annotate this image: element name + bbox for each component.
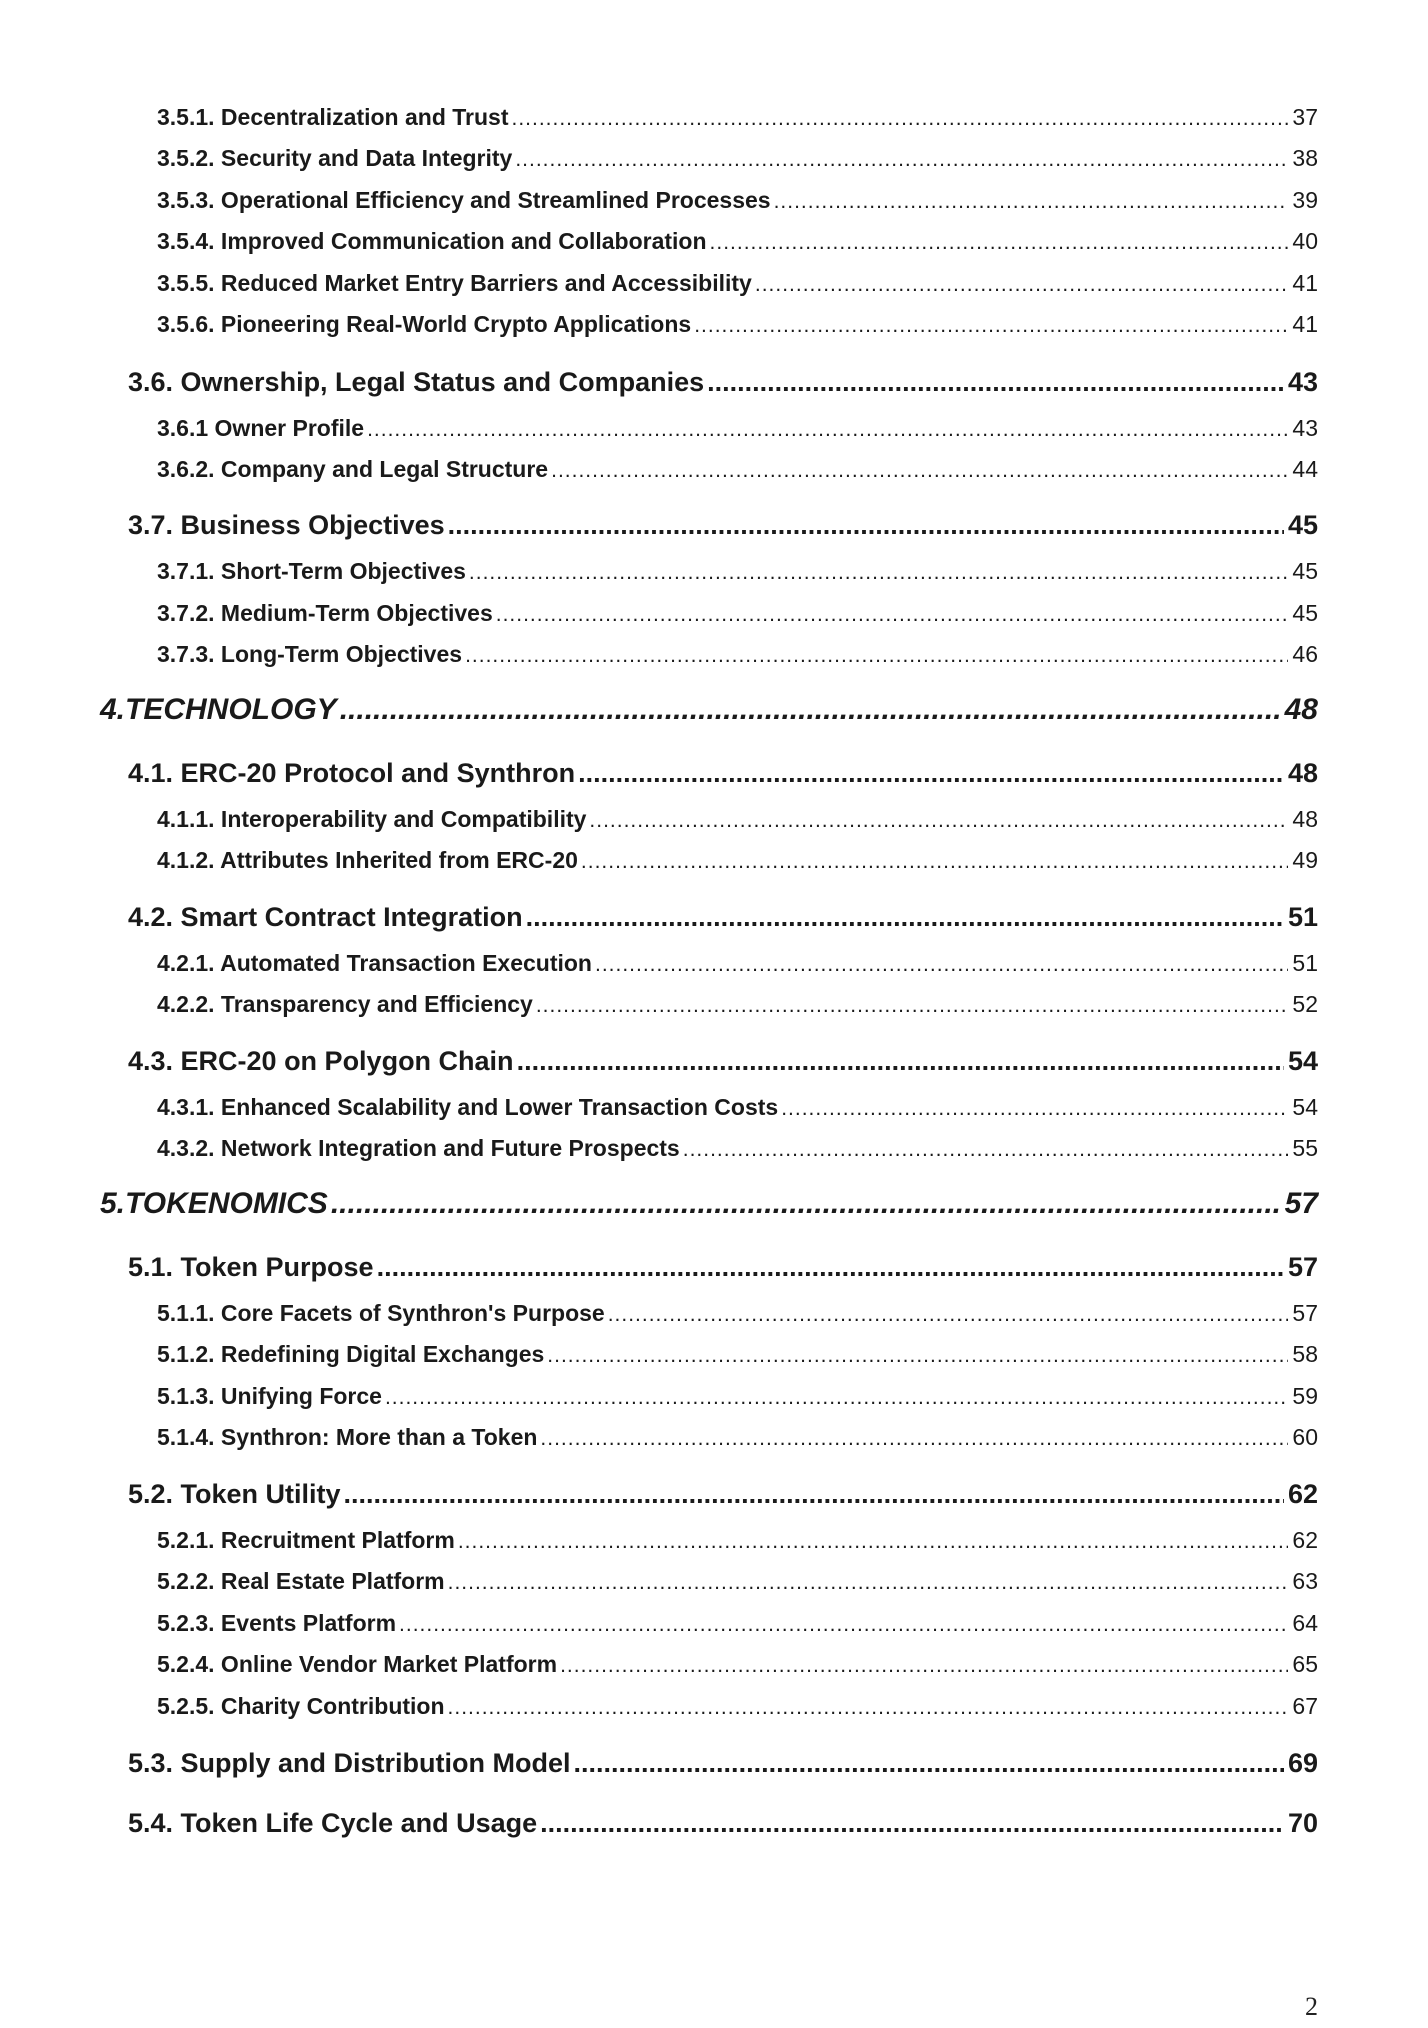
dot-leader (710, 231, 1289, 255)
toc-entry-5[interactable] (100, 1187, 1318, 1221)
toc-entry-5-2-5[interactable] (157, 1693, 1318, 1720)
toc-entry-4-3-2[interactable] (157, 1135, 1318, 1162)
dot-leader (589, 809, 1288, 833)
toc-entry-page: 62 (1287, 1479, 1318, 1509)
toc-entry-label: 4.1. ERC-20 Protocol and Synthron (128, 758, 576, 788)
dot-leader (469, 561, 1289, 585)
toc-entry-label: 5.2.4. Online Vendor Market Platform (157, 1651, 558, 1677)
toc-entry-5-2-3[interactable] (157, 1610, 1318, 1637)
toc-entry-page: 57 (1284, 1187, 1318, 1220)
dot-leader (512, 107, 1289, 131)
toc-entry-page: 69 (1287, 1748, 1318, 1778)
toc-entry-3-7[interactable] (128, 510, 1318, 541)
toc-entry-label: 3.6.2. Company and Legal Structure (157, 456, 549, 482)
toc-entry-label: 5.1.3. Unifying Force (157, 1383, 382, 1409)
toc-entry-label: 5.TOKENOMICS (100, 1187, 328, 1220)
toc-entry-page: 48 (1292, 806, 1318, 832)
dot-leader (781, 1097, 1288, 1121)
toc-entry-page: 41 (1292, 311, 1318, 337)
toc-entry-page: 64 (1292, 1610, 1318, 1636)
toc-entry-page: 54 (1287, 1046, 1318, 1076)
toc-entry-label: 4.2.2. Transparency and Efficiency (157, 991, 533, 1017)
toc-entry-5-2-2[interactable] (157, 1568, 1318, 1595)
dot-leader (377, 1252, 1284, 1283)
toc-entry-4-1-2[interactable] (157, 847, 1318, 874)
toc-entry-4-2[interactable] (128, 902, 1318, 933)
toc-entry-page: 63 (1292, 1568, 1318, 1594)
toc-entry-3-6-2[interactable] (157, 456, 1318, 483)
toc-entry-label: 5.2.1. Recruitment Platform (157, 1527, 455, 1553)
toc-entry-3-5-4[interactable] (157, 228, 1318, 255)
dot-leader (515, 148, 1288, 172)
dot-leader (540, 1427, 1288, 1451)
toc-entry-3-5-5[interactable] (157, 270, 1318, 297)
toc-entry-label: 5.2.3. Events Platform (157, 1610, 397, 1636)
toc-entry-4-3-1[interactable] (157, 1094, 1318, 1121)
toc-entry-page: 57 (1292, 1300, 1318, 1326)
toc-entry-5-2[interactable] (128, 1479, 1318, 1510)
dot-leader (694, 314, 1288, 338)
toc-entry-3-5-1[interactable] (157, 104, 1318, 131)
dot-leader (536, 994, 1289, 1018)
toc-entry-5-1-3[interactable] (157, 1383, 1318, 1410)
toc-entry-3-6-1[interactable] (157, 415, 1318, 442)
toc-entry-label: 4.3.2. Network Integration and Future Prospects (157, 1135, 680, 1161)
toc-entry-page: 40 (1292, 228, 1318, 254)
toc-entry-label: 3.5.1. Decentralization and Trust (157, 104, 509, 130)
toc-entry-page: 37 (1292, 104, 1318, 130)
toc-entry-label: 5.3. Supply and Distribution Model (128, 1748, 571, 1778)
toc-entry-page: 38 (1292, 145, 1318, 171)
dot-leader (574, 1748, 1284, 1779)
toc-entry-label: 4.3. ERC-20 on Polygon Chain (128, 1046, 514, 1076)
toc-entry-4-2-1[interactable] (157, 950, 1318, 977)
toc-entry-page: 52 (1292, 991, 1318, 1017)
toc-entry-label: 3.6. Ownership, Legal Status and Companies (128, 367, 705, 397)
toc-entry-page: 57 (1287, 1252, 1318, 1282)
toc-entry-5-2-4[interactable] (157, 1651, 1318, 1678)
toc-entry-3-7-1[interactable] (157, 558, 1318, 585)
dot-leader (608, 1303, 1289, 1327)
toc-entry-page: 48 (1287, 758, 1318, 788)
toc-entry-label: 5.1. Token Purpose (128, 1252, 374, 1282)
toc-entry-label: 3.5.4. Improved Communication and Collaboration (157, 228, 707, 254)
dot-leader (560, 1654, 1288, 1678)
dot-leader (526, 902, 1284, 933)
dot-leader (496, 603, 1289, 627)
toc-entry-3-7-3[interactable] (157, 641, 1318, 668)
dot-leader (448, 1571, 1289, 1595)
dot-leader (581, 850, 1289, 874)
toc-entry-3-7-2[interactable] (157, 600, 1318, 627)
toc-entry-page: 70 (1287, 1808, 1318, 1838)
toc-entry-page: 60 (1292, 1424, 1318, 1450)
toc-entry-label: 3.7.2. Medium-Term Objectives (157, 600, 493, 626)
toc-entry-page: 59 (1292, 1383, 1318, 1409)
toc-entry-page: 62 (1292, 1527, 1318, 1553)
toc-entry-5-1[interactable] (128, 1252, 1318, 1283)
dot-leader (448, 510, 1284, 541)
toc-entry-3-5-6[interactable] (157, 311, 1318, 338)
toc-entry-3-5-3[interactable] (157, 187, 1318, 214)
dot-leader (683, 1138, 1289, 1162)
dot-leader (707, 367, 1284, 398)
toc-entry-5-4[interactable] (128, 1808, 1318, 1839)
toc-entry-label: 3.7. Business Objectives (128, 510, 445, 540)
toc-entry-label: 3.7.1. Short-Term Objectives (157, 558, 466, 584)
toc-entry-3-5-2[interactable] (157, 145, 1318, 172)
dot-leader (385, 1386, 1288, 1410)
toc-entry-page: 39 (1292, 187, 1318, 213)
toc-entry-label: 4.2. Smart Contract Integration (128, 902, 523, 932)
toc-entry-label: 5.1.4. Synthron: More than a Token (157, 1424, 538, 1450)
toc-entry-3-6[interactable] (128, 367, 1318, 398)
toc-entry-label: 5.4. Token Life Cycle and Usage (128, 1808, 538, 1838)
page-number: 2 (1305, 1992, 1318, 2021)
dot-leader (448, 1696, 1289, 1720)
toc-entry-page: 44 (1292, 456, 1318, 482)
toc-entry-page: 48 (1284, 693, 1318, 726)
toc-entry-5-1-4[interactable] (157, 1424, 1318, 1451)
dot-leader (540, 1808, 1284, 1839)
dot-leader (774, 190, 1289, 214)
toc-entry-page: 49 (1292, 847, 1318, 873)
toc-entry-4-1-1[interactable] (157, 806, 1318, 833)
toc-entry-page: 45 (1287, 510, 1318, 540)
toc-entry-5-3[interactable] (128, 1748, 1318, 1779)
toc-entry-label: 5.1.1. Core Facets of Synthron's Purpose (157, 1300, 605, 1326)
toc-entry-label: 4.1.1. Interoperability and Compatibility (157, 806, 587, 832)
dot-leader (331, 1187, 1281, 1221)
toc-entry-page: 46 (1292, 641, 1318, 667)
toc-entry-label: 3.5.5. Reduced Market Entry Barriers and Accessibility (157, 270, 752, 296)
toc-entry-page: 54 (1292, 1094, 1318, 1120)
toc-entry-label: 3.7.3. Long-Term Objectives (157, 641, 463, 667)
toc-entry-page: 45 (1292, 558, 1318, 584)
toc-entry-label: 3.5.3. Operational Efficiency and Streamlined Processes (157, 187, 771, 213)
toc-entry-page: 51 (1287, 902, 1318, 932)
toc-entry-page: 43 (1287, 367, 1318, 397)
dot-leader (547, 1344, 1288, 1368)
toc-entry-5-1-2[interactable] (157, 1341, 1318, 1368)
toc-entry-label: 3.5.2. Security and Data Integrity (157, 145, 513, 171)
toc-entry-label: 3.6.1 Owner Profile (157, 415, 365, 441)
toc-entry-page: 58 (1292, 1341, 1318, 1367)
toc-entry-5-1-1[interactable] (157, 1300, 1318, 1327)
toc-entry-4-1[interactable] (128, 758, 1318, 789)
toc-entry-page: 43 (1292, 415, 1318, 441)
toc-entry-page: 41 (1292, 270, 1318, 296)
dot-leader (340, 693, 1281, 727)
toc-entry-page: 45 (1292, 600, 1318, 626)
dot-leader (344, 1479, 1284, 1510)
dot-leader (399, 1613, 1288, 1637)
toc-entry-4-2-2[interactable] (157, 991, 1318, 1018)
dot-leader (367, 418, 1288, 442)
dot-leader (551, 459, 1288, 483)
dot-leader (517, 1046, 1284, 1077)
dot-leader (578, 758, 1284, 789)
toc-entry-page: 67 (1292, 1693, 1318, 1719)
toc-entry-label: 4.1.2. Attributes Inherited from ERC-20 (157, 847, 578, 873)
toc-entry-page: 51 (1292, 950, 1318, 976)
dot-leader (458, 1530, 1289, 1554)
dot-leader (595, 953, 1288, 977)
toc-entry-label: 5.2.2. Real Estate Platform (157, 1568, 445, 1594)
toc-entry-4[interactable] (100, 693, 1318, 727)
toc-entry-label: 4.TECHNOLOGY (100, 693, 337, 726)
toc-entry-label: 4.2.1. Automated Transaction Execution (157, 950, 592, 976)
toc-entry-5-2-1[interactable] (157, 1527, 1318, 1554)
toc-entry-label: 3.5.6. Pioneering Real-World Crypto Applications (157, 311, 692, 337)
toc-entry-label: 5.1.2. Redefining Digital Exchanges (157, 1341, 545, 1367)
toc-entry-page: 65 (1292, 1651, 1318, 1677)
toc-entry-page: 55 (1292, 1135, 1318, 1161)
toc-entry-label: 5.2. Token Utility (128, 1479, 341, 1509)
dot-leader (465, 644, 1288, 668)
toc-entry-4-3[interactable] (128, 1046, 1318, 1077)
toc-entry-label: 4.3.1. Enhanced Scalability and Lower Transaction Costs (157, 1094, 779, 1120)
dot-leader (755, 273, 1289, 297)
toc-entry-label: 5.2.5. Charity Contribution (157, 1693, 445, 1719)
